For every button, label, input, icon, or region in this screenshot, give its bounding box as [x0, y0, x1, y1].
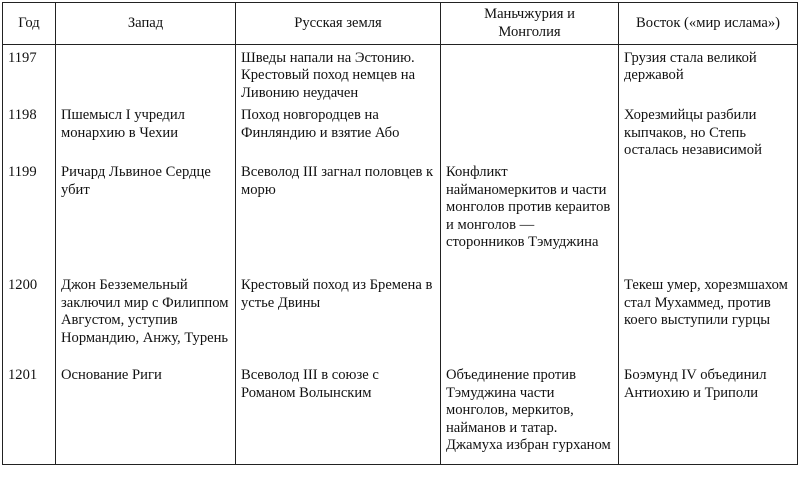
east-cell [619, 159, 798, 272]
year-cell: 1197 [3, 45, 56, 103]
table-row [3, 272, 798, 362]
year-cell: 1201 [3, 362, 56, 465]
rus-cell: Поход новгородцев на Финляндию и взятие Або [236, 102, 441, 159]
west-cell: Джон Безземельный заключил мир с Филиппом Августом, уступив Нормандию, Анжу, Турень [56, 272, 236, 362]
manchuria-cell [441, 102, 619, 159]
rus-cell: Крестовый поход из Бремена в устье Двины [236, 272, 441, 362]
table-row [3, 45, 798, 103]
manchuria-cell: Объединение против Тэмуджина части монголов, меркитов, найманов и татар. Джамуха избран гурханом [441, 362, 619, 465]
west-cell: Основание Риги [56, 362, 236, 465]
manchuria-cell: Конфликт найманомеркитов и части монголов против кераитов и монголов — сторонников Тэмуджина [441, 159, 619, 272]
year-cell: 1199 [3, 159, 56, 272]
west-cell [56, 45, 236, 103]
header-rus: Русская земля [236, 3, 441, 45]
east-cell: Боэмунд IV объединил Антиохию и Триполи [619, 362, 798, 465]
header-manchuria [441, 3, 619, 45]
manchuria-cell [441, 272, 619, 362]
rus-cell: Всеволод III в союзе с Романом Волынским [236, 362, 441, 465]
table-row [3, 102, 798, 159]
header-manchuria-text: Маньчжурия и Монголия [484, 6, 575, 40]
table-row [3, 159, 798, 272]
header-year: Год [3, 3, 56, 45]
east-cell: Хорезмийцы разбили кыпчаков, но Степь осталась независимой [619, 102, 798, 159]
manchuria-cell [441, 45, 619, 103]
table-row [3, 362, 798, 465]
west-cell: Ричард Львиное Сердце убит [56, 159, 236, 272]
header-east: Восток («мир ислама») [619, 3, 798, 45]
west-cell: Пшемысл I учредил монархию в Чехии [56, 102, 236, 159]
rus-cell: Шведы напали на Эстонию. Крестовый поход немцев на Ливонию неудачен [236, 45, 441, 103]
year-cell: 1198 [3, 102, 56, 159]
year-cell: 1200 [3, 272, 56, 362]
east-cell: Текеш умер, хорезмшахом стал Мухаммед, против коего выступили гурцы [619, 272, 798, 362]
east-cell: Грузия стала великой державой [619, 45, 798, 103]
rus-cell: Всеволод III загнал половцев к морю [236, 159, 441, 272]
header-west: Запад [56, 3, 236, 45]
header-row [3, 3, 798, 45]
chronology-table [2, 2, 798, 465]
